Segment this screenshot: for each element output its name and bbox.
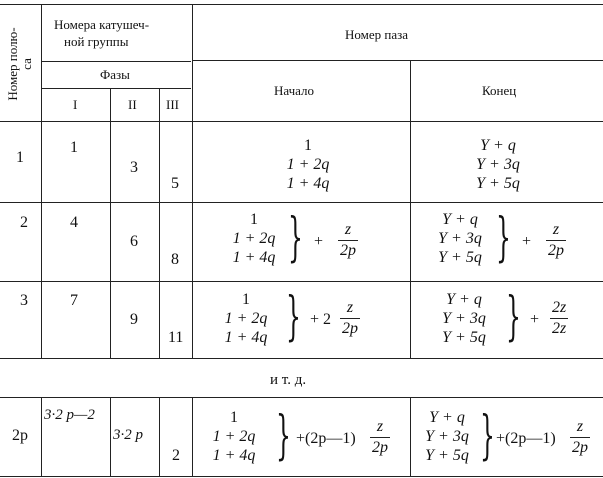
rule-slot-sub [192, 60, 603, 61]
row4-start-plus: +(2p—1) [296, 430, 356, 447]
rule-row1 [0, 202, 603, 203]
row4-start-values: 1 1 + 2q 1 + 4q [212, 409, 256, 464]
row2-start-brace: } [288, 208, 303, 268]
row1-start-values: 1 1 + 2q 1 + 4q [286, 137, 330, 192]
header-phase-3: III [166, 97, 179, 112]
rule-etc [0, 397, 603, 398]
rule-phases-bottom [42, 88, 191, 89]
rule-row2 [0, 281, 603, 282]
header-phase-2: II [128, 97, 137, 112]
row3-start-values: 1 1 + 2q 1 + 4q [224, 291, 268, 346]
row1-phase3: 5 [171, 175, 179, 192]
row3-phase3: 11 [168, 329, 184, 346]
rule-phases-top [42, 61, 191, 62]
row4-pole: 2p [12, 427, 28, 444]
row1-phase1: 1 [70, 139, 78, 156]
header-coil-group-2: ной группы [64, 34, 129, 49]
row4-phase2: 3·2 p [113, 427, 143, 443]
row2-end-values: Y + q Y + 3q Y + 5q [438, 211, 482, 266]
col-line-3 [159, 88, 160, 358]
row3-start-plus: + 2 [310, 311, 332, 328]
row2-end-brace: } [496, 208, 511, 268]
row3-phase1: 7 [70, 292, 78, 309]
row2-pole: 2 [20, 214, 28, 231]
row1-phase2: 3 [130, 159, 138, 176]
col-line-4b [192, 397, 193, 476]
row3-end-brace: } [506, 287, 521, 347]
header-start: Начало [274, 83, 315, 98]
header-slot-number: Номер паза [345, 27, 409, 42]
row2-start-values: 1 1 + 2q 1 + 4q [232, 211, 276, 266]
rule-bottom [0, 476, 603, 477]
col-line-4 [192, 4, 193, 358]
row2-start-fraction: $\frac{z}{2p}$ [340, 221, 356, 259]
row2-end-plus: + [522, 233, 532, 250]
header-phase-1: I [73, 97, 78, 112]
row4-phase1: 3·2 p—2 [44, 407, 95, 423]
row3-end-fraction: $\frac{2z}{2z}$ [552, 299, 567, 337]
row2-phase3: 8 [171, 251, 179, 268]
row4-end-fraction: $\frac{z}{2p}$ [572, 418, 588, 456]
row2-start-plus: + [314, 233, 324, 250]
row1-pole: 1 [16, 149, 24, 166]
etc-note: и т. д. [270, 372, 307, 388]
row4-end-plus: +(2p—1) [496, 430, 556, 447]
row4-start-brace: } [276, 406, 291, 466]
row1-end-values: Y + q Y + 3q Y + 5q [476, 137, 520, 192]
col-line-5b [410, 397, 411, 476]
row3-pole: 3 [20, 292, 28, 309]
row2-phase2: 6 [130, 233, 138, 250]
col-line-1 [41, 4, 42, 358]
row3-start-fraction: $\frac{z}{2p}$ [342, 299, 358, 337]
header-coil-group-1: Номера катушеч- [54, 17, 150, 32]
row3-end-plus: + [530, 311, 540, 328]
rule-top [0, 4, 603, 5]
row4-end-values: Y + q Y + 3q Y + 5q [425, 409, 469, 464]
header-pole-number: Номер полю- са [5, 27, 34, 101]
col-line-5 [410, 60, 411, 358]
header-phases: Фазы [100, 67, 130, 82]
row4-end-brace: } [480, 406, 495, 466]
row4-phase3: 2 [172, 447, 180, 464]
row3-end-values: Y + q Y + 3q Y + 5q [442, 291, 486, 346]
row3-start-brace: } [286, 287, 301, 347]
row4-start-fraction: $\frac{z}{2p}$ [372, 418, 388, 456]
rule-row3 [0, 358, 603, 359]
rule-header-bottom [0, 121, 603, 122]
row2-end-fraction: $\frac{z}{2p}$ [548, 221, 564, 259]
col-line-2 [110, 88, 111, 358]
header-end: Конец [482, 83, 517, 98]
col-line-3b [159, 397, 160, 476]
row3-phase2: 9 [130, 311, 138, 328]
col-line-1b [41, 397, 42, 476]
col-line-2b [110, 397, 111, 476]
row2-phase1: 4 [70, 214, 78, 231]
